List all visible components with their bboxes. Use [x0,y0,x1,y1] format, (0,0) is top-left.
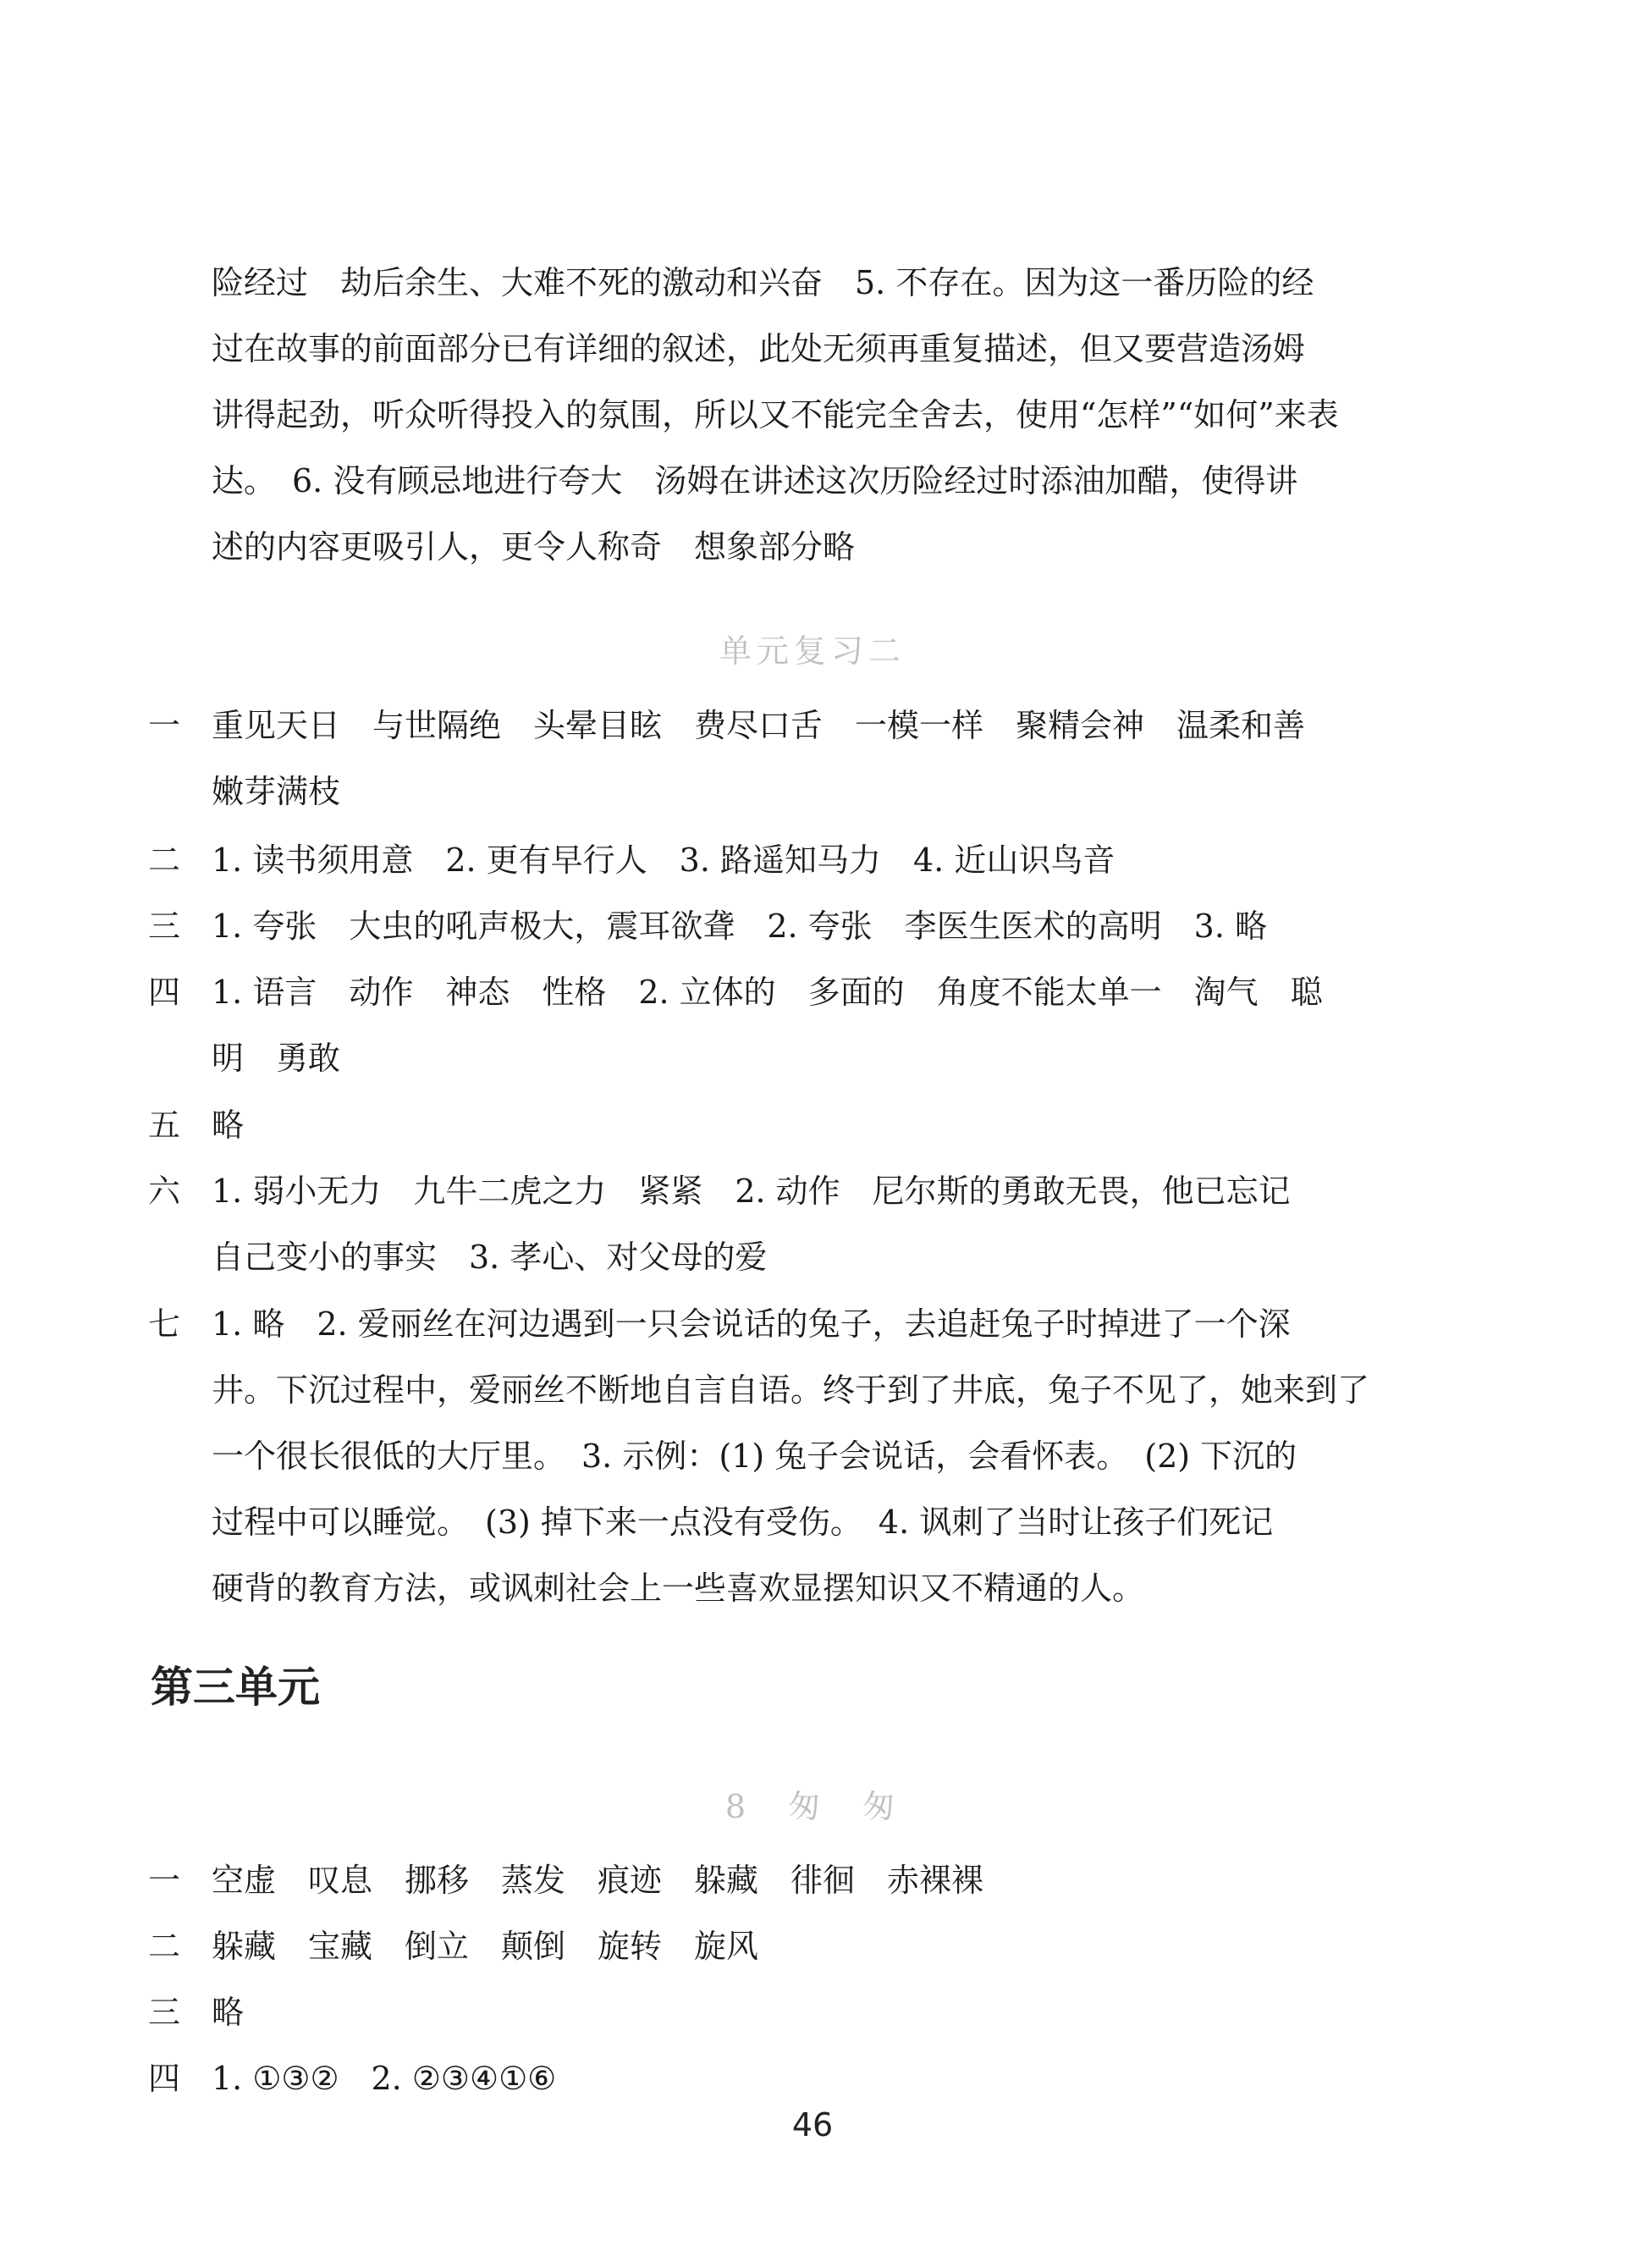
list-item [148,693,1426,759]
list-item-continuation [148,1357,1426,1423]
item-number: 三 [148,1994,181,2031]
item-number: 六 [148,1173,181,1210]
item-number: 三 [148,908,181,945]
item-text: 明 勇敢 [212,1040,341,1077]
list-item-continuation [148,1489,1426,1555]
item-number: 二 [148,842,181,879]
list-item-continuation [148,1555,1426,1621]
item-number: 五 [148,1106,181,1144]
item-text: 自己变小的事实 3. 孝心、对父母的爱 [212,1239,768,1276]
section-title-review2: 单元复习二 [719,632,906,670]
intro-line: 过在故事的前面部分已有详细的叙述，此处无须再重复描述，但又要营造汤姆 [212,330,1306,367]
intro-line: 讲得起劲，听众听得投入的氛围，所以又不能完全舍去，使用“怎样”“如何”来表 [212,396,1339,433]
item-text: 1. 弱小无力 九牛二虎之力 紧紧 2. 动作 尼尔斯的勇敢无畏，他已忘记 [212,1173,1291,1210]
item-text: 嫩芽满枝 [212,773,341,810]
item-text: 1. 略 2. 爱丽丝在河边遇到一只会说话的兔子，去追赶兔子时掉进了一个深 [212,1305,1291,1343]
intro-line: 险经过 劫后余生、大难不死的激动和兴奋 5. 不存在。因为这一番历险的经 [212,264,1314,301]
list-item [148,1291,1426,1357]
list-item [148,1979,1426,2045]
item-number: 四 [148,2060,181,2097]
intro-line: 述的内容更吸引人，更令人称奇 想象部分略 [212,528,856,566]
list-item [148,1847,1426,1913]
item-number: 七 [148,1305,181,1343]
intro-line: 达。 6. 没有顾忌地进行夸大 汤姆在讲述这次历险经过时添油加醋，使得讲 [212,462,1298,499]
list-item [148,1158,1426,1224]
list-item-continuation [148,759,1426,825]
item-text: 略 [212,1994,245,2031]
lesson-title: 8 匆 匆 [724,1788,901,1825]
list-item-continuation [148,1224,1426,1290]
list-item [148,893,1426,959]
list-item [148,827,1426,893]
item-number: 一 [148,707,181,744]
item-text: 1. 夸张 大虫的吼声极大，震耳欲聋 2. 夸张 李医生医术的高明 3. 略 [212,908,1268,945]
list-item [148,2045,1426,2111]
item-text: 重见天日 与世隔绝 头晕目眩 费尽口舌 一模一样 聚精会神 温柔和善 [212,707,1306,744]
item-text: 过程中可以睡觉。 (3) 掉下来一点没有受伤。 4. 讽刺了当时让孩子们死记 [212,1504,1274,1541]
item-number: 二 [148,1928,181,1965]
item-text: 1. 语言 动作 神态 性格 2. 立体的 多面的 角度不能太单一 淘气 聪 [212,974,1323,1011]
list-item [148,1913,1426,1979]
item-text: 1. ①③② 2. ②③④①⑥ [212,2060,557,2097]
item-text: 躲藏 宝藏 倒立 颠倒 旋转 旋风 [212,1928,759,1965]
item-number: 四 [148,974,181,1011]
list-item-continuation [148,1025,1426,1091]
unit-title: 第三单元 [151,1663,320,1712]
item-text: 硬背的教育方法，或讽刺社会上一些喜欢显摆知识又不精通的人。 [212,1570,1145,1607]
list-item [148,959,1426,1025]
page-number: 46 [791,2106,834,2144]
item-text: 1. 读书须用意 2. 更有早行人 3. 路遥知马力 4. 近山识鸟音 [212,842,1115,879]
list-item-continuation [148,1423,1426,1489]
item-text: 一个很长很低的大厅里。 3. 示例：(1) 兔子会说话，会看怀表。 (2) 下沉的 [212,1438,1297,1475]
item-text: 略 [212,1106,245,1144]
item-number: 一 [148,1862,181,1899]
item-text: 井。下沉过程中，爱丽丝不断地自言自语。终于到了井底，兔子不见了，她来到了 [212,1371,1370,1409]
item-text: 空虚 叹息 挪移 蒸发 痕迹 躲藏 徘徊 赤裸裸 [212,1862,984,1899]
list-item [148,1092,1426,1158]
